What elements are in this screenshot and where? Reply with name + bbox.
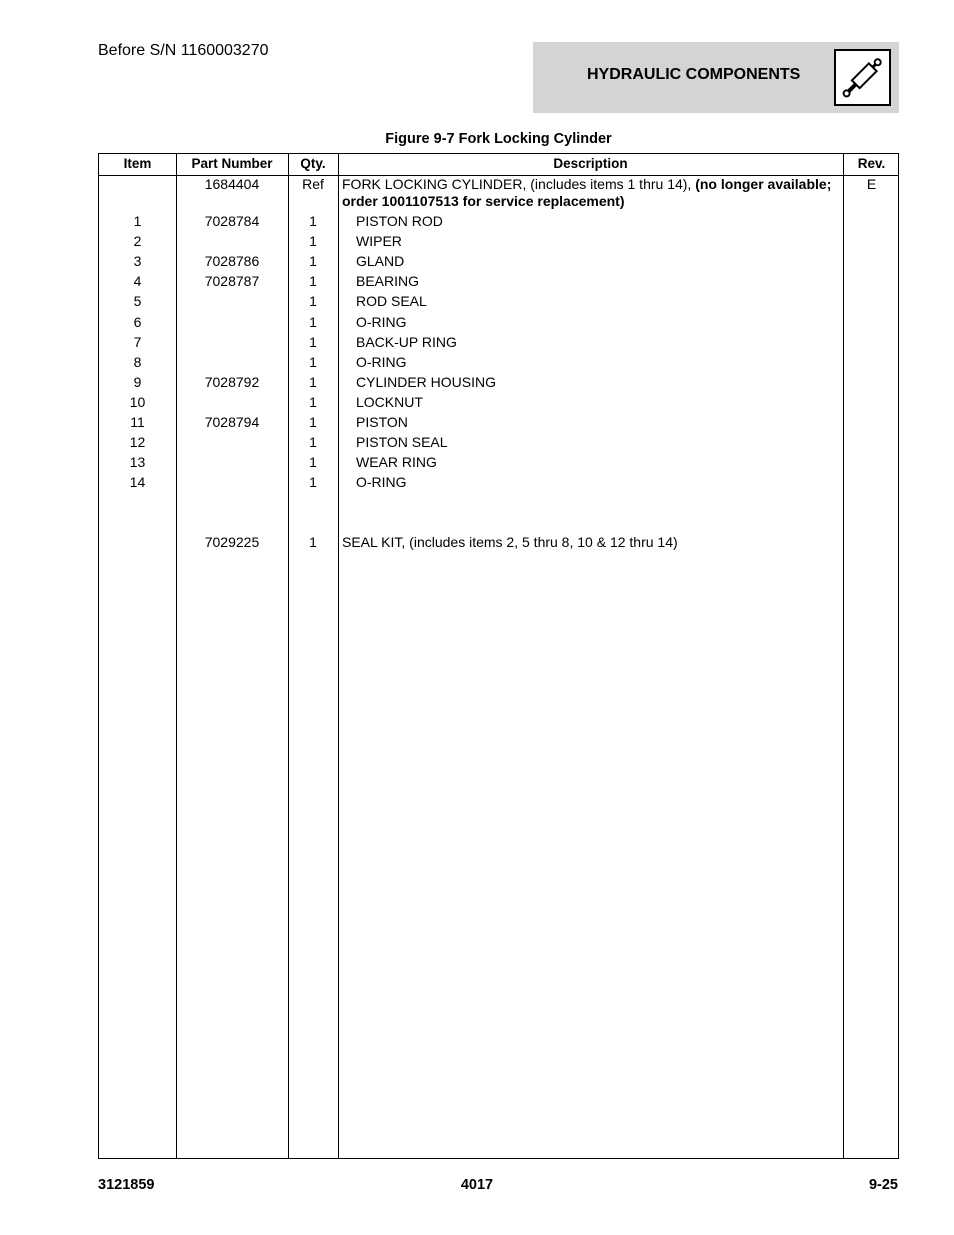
quantity: 1 <box>309 393 317 410</box>
quantity: 1 <box>309 253 317 270</box>
item-number: 2 <box>133 233 142 250</box>
quantity: 1 <box>309 273 317 290</box>
serial-number-note: Before S/N 1160003270 <box>98 42 269 59</box>
column-header-description: Description <box>553 156 628 171</box>
description <box>342 176 837 210</box>
quantity: Ref <box>302 176 324 192</box>
quantity: 1 <box>309 474 317 491</box>
description: WIPER <box>356 233 402 250</box>
quantity: 1 <box>309 373 317 390</box>
footer-document-number: 3121859 <box>98 1177 155 1193</box>
quantity: 1 <box>309 534 317 550</box>
hydraulic-cylinder-icon <box>834 49 891 106</box>
quantity: 1 <box>309 233 317 250</box>
item-number: 12 <box>129 434 146 451</box>
part-number: 7028786 <box>204 253 260 270</box>
quantity: 1 <box>309 333 317 350</box>
revision: E <box>866 176 877 192</box>
item-number: 11 <box>130 414 145 430</box>
part-number: 7028784 <box>204 213 260 229</box>
part-number: 7029225 <box>204 534 260 550</box>
part-number: 7028787 <box>204 273 260 290</box>
quantity: 1 <box>309 414 317 430</box>
item-number: 10 <box>129 393 146 410</box>
description: WEAR RING <box>356 454 437 471</box>
description: ROD SEAL <box>356 293 427 310</box>
section-title: HYDRAULIC COMPONENTS <box>587 66 801 83</box>
description-plain: FORK LOCKING CYLINDER, (includes items 1 thru 14), <box>342 176 692 192</box>
item-number: 8 <box>133 353 142 370</box>
description: CYLINDER HOUSING <box>356 373 497 390</box>
item-number: 6 <box>133 313 142 330</box>
description: O-RING <box>356 474 407 491</box>
description: PISTON SEAL <box>356 434 448 451</box>
column-header-rev: Rev. <box>857 156 886 171</box>
item-number: 5 <box>133 293 142 310</box>
section-header <box>533 42 899 113</box>
quantity: 1 <box>309 293 317 310</box>
column-header-item: Item <box>123 156 152 171</box>
description: O-RING <box>356 353 407 370</box>
footer-model: 4017 <box>460 1177 494 1193</box>
figure-title: Figure 9-7 Fork Locking Cylinder <box>385 131 612 147</box>
description: SEAL KIT, (includes items 2, 5 thru 8, 10 & 12 thru 14) <box>342 534 678 550</box>
footer-page-number: 9-25 <box>868 1177 898 1193</box>
item-number: 13 <box>129 454 146 471</box>
quantity: 1 <box>309 454 317 471</box>
description: O-RING <box>356 313 407 330</box>
item-number: 1 <box>133 213 142 229</box>
description: BACK-UP RING <box>356 333 457 350</box>
description: PISTON ROD <box>356 213 443 229</box>
part-number: 7028794 <box>204 414 260 430</box>
description: LOCKNUT <box>356 393 423 410</box>
item-number: 14 <box>129 474 146 491</box>
description-replacement-note: order 1001107513 for service replacement) <box>342 193 625 209</box>
part-number: 7028792 <box>204 373 260 390</box>
quantity: 1 <box>309 213 317 229</box>
item-number: 7 <box>133 333 142 350</box>
item-number: 4 <box>133 273 142 290</box>
parts-table <box>98 153 899 1159</box>
column-header-qty: Qty. <box>300 156 326 171</box>
item-number: 3 <box>133 253 142 270</box>
description: GLAND <box>356 253 405 270</box>
quantity: 1 <box>309 353 317 370</box>
description: BEARING <box>356 273 420 290</box>
description: PISTON <box>356 414 408 430</box>
quantity: 1 <box>309 434 317 451</box>
description-availability-note: (no longer available; <box>695 176 832 192</box>
column-header-part-number: Part Number <box>191 156 273 171</box>
quantity: 1 <box>309 313 317 330</box>
part-number: 1684404 <box>204 176 260 192</box>
item-number: 9 <box>133 373 142 390</box>
